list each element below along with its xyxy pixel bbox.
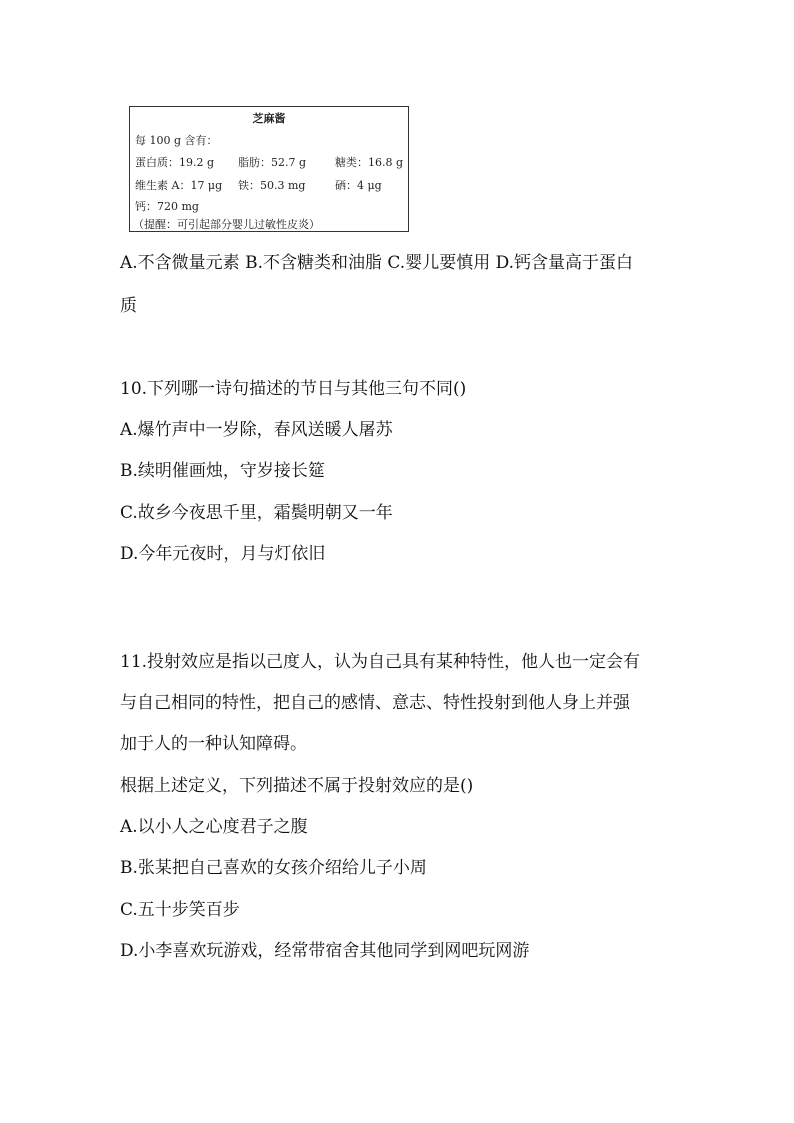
q11-option-b: B.张某把自己喜欢的女孩介绍给儿子小周 bbox=[120, 858, 427, 878]
label-title: 芝麻酱 bbox=[252, 112, 286, 125]
label-calcium: 钙：720 mg bbox=[135, 200, 199, 213]
label-per: 每 100 g 含有： bbox=[135, 134, 218, 147]
q10-option-c: C.故乡今夜思千里，霜鬓明朝又一年 bbox=[120, 503, 393, 523]
q11-question: 根据上述定义，下列描述不属于投射效应的是() bbox=[120, 776, 474, 796]
q9-options-line2: 质 bbox=[120, 296, 137, 316]
label-note: （提醒：可引起部分婴儿过敏性皮炎） bbox=[133, 218, 320, 231]
q11-stem-line3: 加于人的一种认知障碍。 bbox=[120, 734, 307, 754]
q11-stem-line2: 与自己相同的特性，把自己的感情、意志、特性投射到他人身上并强 bbox=[120, 693, 630, 713]
q11-option-a: A.以小人之心度君子之腹 bbox=[120, 817, 308, 837]
label-vitamin: 维生素 A：17 μg bbox=[135, 179, 223, 192]
q9-options-line1: A.不含微量元素 B.不含糖类和油脂 C.婴儿要慎用 D.钙含量高于蛋白 bbox=[120, 253, 634, 273]
q10-option-d: D.今年元夜时，月与灯依旧 bbox=[120, 544, 326, 564]
q11-option-d: D.小李喜欢玩游戏，经常带宿舍其他同学到网吧玩网游 bbox=[120, 941, 530, 961]
label-fat: 脂肪：52.7 g bbox=[238, 156, 307, 169]
label-selenium: 硒：4 μg bbox=[335, 179, 382, 192]
q10-stem: 10.下列哪一诗句描述的节日与其他三句不同() bbox=[120, 379, 467, 399]
q10-option-a: A.爆竹声中一岁除，春风送暖人屠苏 bbox=[120, 420, 393, 440]
label-iron: 铁：50.3 mg bbox=[238, 179, 306, 192]
nutrition-label-image bbox=[129, 106, 409, 232]
label-protein: 蛋白质：19.2 g bbox=[135, 156, 215, 169]
q10-option-b: B.续明催画烛，守岁接长筵 bbox=[120, 461, 325, 481]
label-sugar: 糖类：16.8 g bbox=[335, 156, 404, 169]
q11-stem-line1: 11.投射效应是指以己度人，认为自己具有某种特性，他人也一定会有 bbox=[120, 652, 641, 672]
q11-option-c: C.五十步笑百步 bbox=[120, 900, 240, 920]
